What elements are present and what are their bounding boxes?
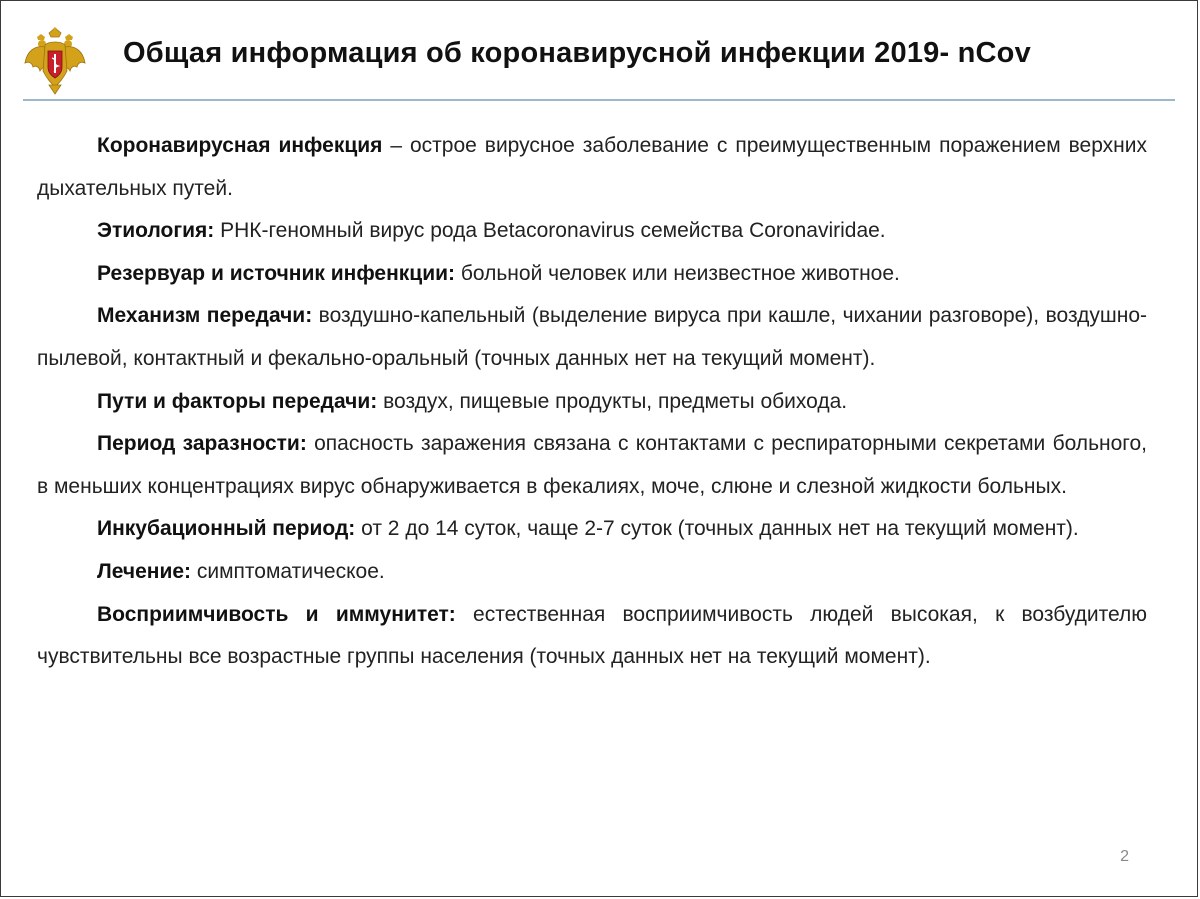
- paragraph-transmission-mechanism: [37, 295, 1147, 380]
- paragraph-text: РНК-геномный вирус рода Betacoronavirus семейства Coronaviridae.: [214, 219, 886, 243]
- slide-header: [1, 1, 1197, 101]
- slide-content: [37, 125, 1147, 679]
- paragraph-text: естественная восприимчивость людей высокая, к возбудителю чувствительны все возрастные группы населения (точных данных нет на текущий момент).: [37, 602, 1147, 669]
- paragraph-etiology: [37, 210, 1147, 253]
- header-divider: [23, 99, 1175, 101]
- paragraph-term: Этиология:: [97, 219, 215, 243]
- paragraph-text: воздушно-капельный (выделение вируса при кашле, чихании разговоре), воздушно-пылевой, контактный и фекально-оральный (точных данных нет на текущий момент).: [37, 304, 1147, 370]
- paragraph-contagious-period: [37, 423, 1147, 508]
- paragraph-text: опасность заражения связана с контактами с респираторными секретами больного, в меньших концентрациях вирус обнаруживается в фекалиях, моче, слюне и слезной жидкости больных.: [37, 432, 1147, 498]
- paragraph-text: – острое вирусное заболевание с преимущественным поражением верхних дыхательных путей.: [37, 134, 1147, 200]
- paragraph-term: Механизм передачи:: [97, 304, 313, 328]
- paragraph-term: Резервуар и источник инфенкции:: [97, 261, 456, 285]
- paragraph-term: Пути и факторы передачи:: [97, 389, 378, 413]
- page-number: 2: [1120, 848, 1129, 865]
- paragraph-term: Инкубационный период:: [97, 517, 356, 541]
- paragraph-term: Коронавирусная инфекция: [97, 134, 383, 157]
- paragraph-reservoir: [37, 253, 1147, 296]
- paragraph-treatment: [37, 551, 1147, 594]
- paragraph-text: воздух, пищевые продукты, предметы обихода.: [377, 389, 848, 413]
- paragraph-incubation-period: [37, 508, 1147, 551]
- paragraph-term: Период заразности:: [97, 432, 307, 456]
- paragraph-transmission-routes: [37, 381, 1147, 424]
- paragraph-coronavirus-infection: [37, 125, 1147, 210]
- paragraph-text: симптоматическое.: [191, 559, 385, 583]
- slide-title: Общая информация об коронавирусной инфекции 2019- nCov: [123, 37, 1031, 69]
- paragraph-term: Лечение:: [97, 559, 192, 583]
- paragraph-text: больной человек или неизвестное животное.: [455, 261, 900, 285]
- paragraph-text: от 2 до 14 суток, чаще 2-7 суток (точных данных нет на текущий момент).: [355, 517, 1079, 541]
- paragraph-term: Восприимчивость и иммунитет:: [97, 602, 456, 626]
- russian-coat-of-arms-icon: [23, 27, 87, 95]
- paragraph-susceptibility: [37, 594, 1147, 679]
